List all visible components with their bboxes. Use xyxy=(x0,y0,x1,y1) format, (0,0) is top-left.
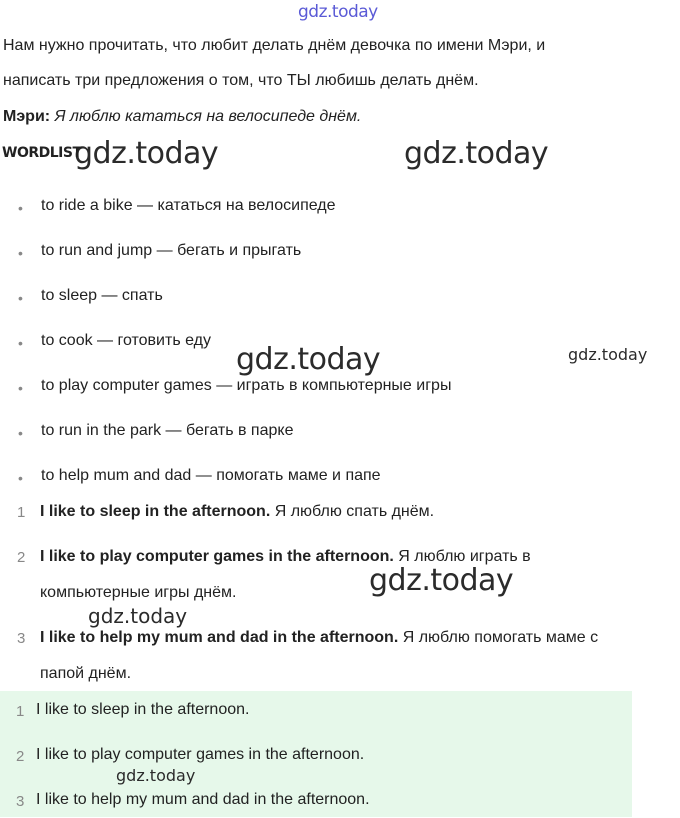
answer-continuation: папой днём. xyxy=(40,665,132,682)
watermark: gdz.today xyxy=(236,342,381,377)
answer-english: I like to sleep in the afternoon. xyxy=(40,503,271,520)
final-number: 1 xyxy=(16,703,25,720)
bullet-icon: • xyxy=(18,425,23,441)
watermark: gdz.today xyxy=(568,345,648,364)
wordlist-title: WORDLIST xyxy=(2,145,82,161)
final-sentence: I like to play computer games in the afternoon. xyxy=(36,746,365,763)
watermark-top: gdz.today xyxy=(298,2,378,22)
wordlist-item: to ride a bike — кататься на велосипеде xyxy=(41,197,336,214)
answer-english: I like to help my mum and dad in the afternoon. xyxy=(40,629,399,646)
wordlist-item: to help mum and dad — помогать маме и папе xyxy=(41,467,381,484)
watermark: gdz.today xyxy=(74,136,219,171)
answer-number: 2 xyxy=(17,549,26,566)
answer-line xyxy=(40,629,598,647)
answer-line xyxy=(40,548,531,566)
final-number: 3 xyxy=(16,793,25,810)
final-sentence: I like to help my mum and dad in the afternoon. xyxy=(36,791,370,808)
answer-continuation: компьютерные игры днём. xyxy=(40,584,237,601)
mary-example xyxy=(3,107,361,127)
mary-label: Мэри: xyxy=(3,108,51,125)
bullet-icon: • xyxy=(18,335,23,351)
bullet-icon: • xyxy=(18,470,23,486)
final-number: 2 xyxy=(16,748,25,765)
mary-text: Я люблю кататься на велосипеде днём. xyxy=(54,108,362,125)
answer-line xyxy=(40,503,434,521)
watermark: gdz.today xyxy=(88,604,188,628)
wordlist-item: to cook — готовить еду xyxy=(41,332,211,349)
wordlist-item: to play computer games — играть в компьютерные игры xyxy=(41,377,452,394)
answer-translation: Я люблю помогать маме с xyxy=(398,629,599,646)
watermark: gdz.today xyxy=(369,563,514,598)
wordlist-item: to run in the park — бегать в парке xyxy=(41,422,294,439)
watermark: gdz.today xyxy=(404,136,549,171)
watermark: gdz.today xyxy=(116,766,196,785)
wordlist-item: to run and jump — бегать и прыгать xyxy=(41,242,302,259)
answer-english: I like to play computer games in the afternoon. xyxy=(40,548,394,565)
answer-number: 3 xyxy=(17,630,26,647)
bullet-icon: • xyxy=(18,380,23,396)
intro-line-2: написать три предложения о том, что ТЫ любишь делать днём. xyxy=(3,72,479,89)
answer-number: 1 xyxy=(17,504,26,521)
final-sentence: I like to sleep in the afternoon. xyxy=(36,701,250,718)
bullet-icon: • xyxy=(18,245,23,261)
wordlist-item: to sleep — спать xyxy=(41,287,163,304)
bullet-icon: • xyxy=(18,290,23,306)
intro-line-1: Нам нужно прочитать, что любит делать днём девочка по имени Мэри, и xyxy=(3,37,546,54)
answer-translation: Я люблю спать днём. xyxy=(270,503,435,520)
bullet-icon: • xyxy=(18,200,23,216)
answer-translation: Я люблю играть в xyxy=(393,548,531,565)
